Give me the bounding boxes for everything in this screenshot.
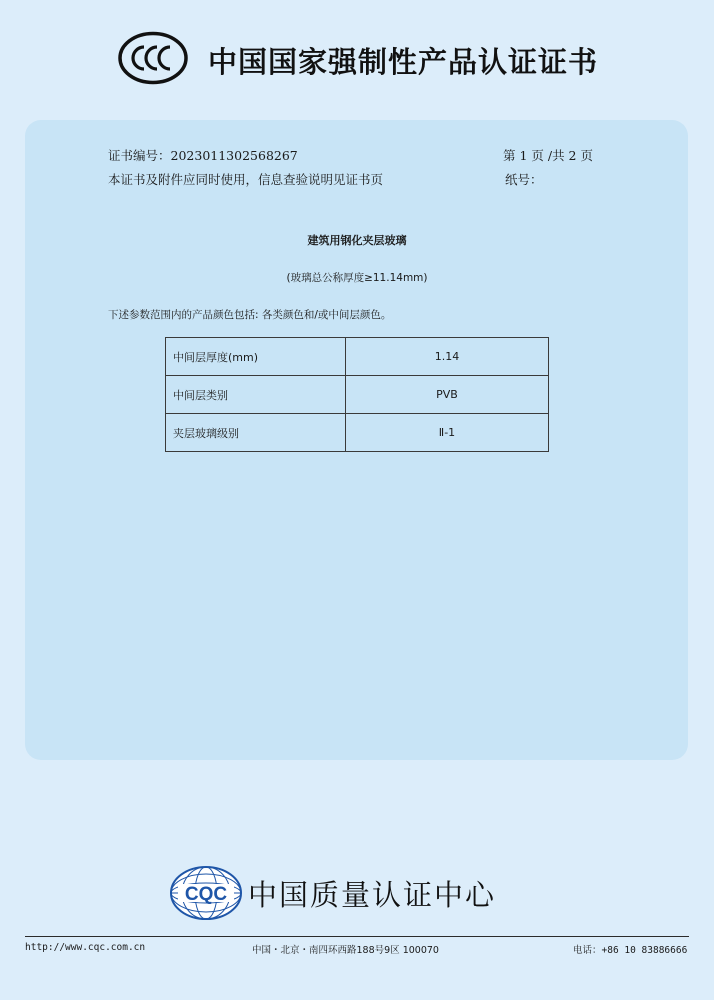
product-subtitle: (玻璃总公称厚度≥11.14mm) [286, 272, 428, 284]
footer-telephone: 电话：+86 10 83886666 [573, 945, 688, 956]
certificate-header [0, 0, 714, 118]
paper-number-label: 纸号： [505, 172, 543, 187]
footer-divider [25, 936, 689, 937]
table-row [166, 414, 549, 452]
certificate-title: 中国国家强制性产品认证证书 [208, 45, 599, 79]
spec-label: 中间层类别 [166, 376, 346, 414]
product-name: 建筑用钢化夹层玻璃 [307, 234, 407, 247]
spec-label: 中间层厚度(mm) [166, 338, 346, 376]
footer-address: 中国・北京・南四环西路188号9区 100070 [252, 945, 439, 956]
table-row [166, 338, 549, 376]
cqc-logo-icon [168, 865, 244, 921]
cqc-logo-text: CQC [184, 884, 228, 905]
footer-url[interactable]: http://www.cqc.com.cn [25, 942, 146, 953]
organization-name: 中国质量认证中心 [248, 878, 497, 912]
certificate-number-label: 证书编号： [108, 148, 171, 163]
table-row [166, 376, 549, 414]
color-description: 下述参数范围内的产品颜色包括: 各类颜色和/或中间层颜色。 [108, 309, 392, 321]
certificate-number-value: 2023011302568267 [170, 148, 298, 163]
usage-notice: 本证书及附件应同时使用，信息查验说明见证书页 [108, 172, 384, 187]
spec-table [165, 337, 549, 452]
ccc-mark-icon [118, 31, 188, 85]
page-info: 第 1 页 /共 2 页 [503, 148, 593, 163]
spec-value: Ⅱ-1 [346, 414, 549, 452]
certificate-number [108, 146, 298, 164]
spec-value: 1.14 [346, 338, 549, 376]
spec-value: PVB [346, 376, 549, 414]
spec-label: 夹层玻璃级别 [166, 414, 346, 452]
